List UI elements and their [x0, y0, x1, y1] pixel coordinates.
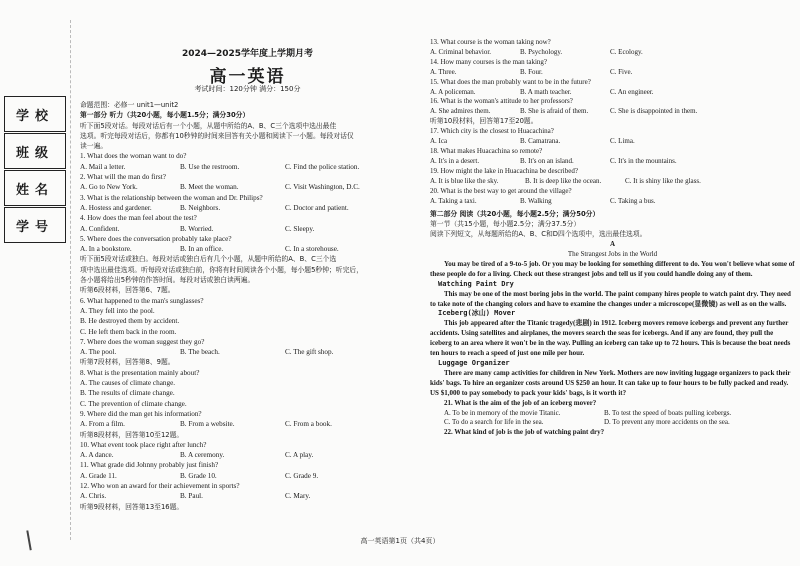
- option-c: C. From a book.: [285, 420, 332, 429]
- question-options: [80, 450, 415, 460]
- school-field-label: 学校: [4, 96, 66, 132]
- sec2-instr-line: 听下面5段对话或独白。每段对话或独白后有几个小题，从题中所给的A、B、C三个选: [80, 255, 337, 264]
- material-note: 听第6段材料，回答第6、7题。: [80, 286, 175, 295]
- option-b: B. She is afraid of them.: [520, 107, 589, 116]
- job-heading: Luggage Organizer: [438, 359, 510, 367]
- right-column: [430, 38, 795, 438]
- option-a: A. Hostess and gardener.: [80, 203, 152, 212]
- material-note: 听第7段材料，回答第8、9题。: [80, 358, 175, 367]
- option-c: C. The prevention of climate change.: [80, 399, 187, 408]
- option-a: A. They fell into the pool.: [80, 306, 155, 315]
- option-c: C. A play.: [285, 451, 314, 460]
- question-stem: 1. What does the woman want to do?: [80, 152, 187, 161]
- binding-info-box: [4, 96, 66, 244]
- question-options: [80, 162, 415, 172]
- part2-heading: 第二部分 阅读（共20小题，每小题2.5分；满分50分）: [430, 210, 600, 219]
- subject-title: 高一英语: [209, 67, 286, 87]
- question-stem: 5. Where does the conversation probably take place?: [80, 234, 232, 243]
- name-field-label: 姓名: [4, 170, 66, 206]
- question-stem: 21. What is the aim of the job of an iceberg mover?: [444, 398, 597, 407]
- option-b: B. Four.: [520, 67, 543, 76]
- option-c: C. Sleepy.: [285, 224, 315, 233]
- option-c: C. An engineer.: [610, 87, 654, 96]
- job-heading: Watching Paint Dry: [438, 279, 514, 288]
- option-a: A. A policeman.: [430, 87, 476, 96]
- option-c: C. Lima.: [610, 137, 635, 146]
- passage-letter: A: [609, 240, 616, 249]
- part2-instructions: 阅读下列短文，从每题所给的A、B、C和D四个选项中，选出最佳选项。: [430, 230, 647, 239]
- class-field-label: 班级: [4, 133, 66, 169]
- sec1-instr-line: 选项。听完每段对话后，你都有10秒钟的时间来回答有关小题和阅读下一小题。每段对话仅: [80, 131, 354, 140]
- binding-dashed-line: [70, 20, 71, 540]
- question-stem: 4. How does the man feel about the test?: [80, 214, 197, 223]
- option-b: B. He destroyed them by accident.: [80, 317, 180, 326]
- question-stem: 16. What is the woman's attitude to her professors?: [430, 97, 573, 106]
- option-a: A. Taking a taxi.: [430, 196, 477, 205]
- question-stem: 7. Where does the woman suggest they go?: [80, 337, 205, 346]
- option-a: A. Criminal behavior.: [430, 47, 492, 56]
- option-a: A. To be in memory of the movie Titanic.: [444, 408, 561, 417]
- question-options: [80, 419, 415, 429]
- option-c: C. She is disappointed in them.: [610, 107, 698, 116]
- question-options: [80, 203, 415, 213]
- question-options: [430, 197, 795, 207]
- exam-meta: 考试时间：120分钟 满分：150分: [194, 85, 301, 93]
- passage-title: The Strangest Jobs in the World: [567, 250, 658, 259]
- option-b: B. From a website.: [180, 420, 235, 429]
- page-footer: 高一英语第1页（共4页）: [360, 537, 440, 545]
- option-a: A. The causes of climate change.: [80, 379, 176, 388]
- left-column: [80, 100, 415, 512]
- option-b: B. Neighbors.: [180, 203, 221, 212]
- option-c: C. Find the police station.: [285, 162, 360, 171]
- option-a: A. Confident.: [80, 224, 120, 233]
- question-options: [80, 471, 415, 481]
- option-c: C. Visit Washington, D.C.: [285, 183, 360, 192]
- question-stem: 12. Who won an award for their achievement in sports?: [80, 481, 240, 490]
- passage-paragraph: There are many camp activities for children in New York. Mothers are now inviting luggage organizers to pack their kids' bags. To hire an organizer costs around US $250 an hour. It can take up to four hours to be fully packed and ready. US $1,000 to pay somebody to pack your kids' bags, is it worth it?: [430, 368, 791, 397]
- option-a: A. Grade 11.: [80, 471, 117, 480]
- option-b: B. Worried.: [180, 224, 214, 233]
- scope: 命题范围：必修一 unit1—unit2: [80, 101, 179, 109]
- option-a: A. Three.: [430, 67, 457, 76]
- option-a: A. The pool.: [80, 348, 117, 357]
- option-b: B. A math teacher.: [520, 87, 572, 96]
- option-b: B. Psychology.: [520, 47, 563, 56]
- option-b: B. Grade 10.: [180, 471, 217, 480]
- question-options: [80, 224, 415, 234]
- question-stem: 10. What event took place right after lunch?: [80, 440, 207, 449]
- option-b: B. The beach.: [180, 348, 220, 357]
- question-stem: 14. How many courses is the man taking?: [430, 57, 548, 66]
- option-b: B. Paul.: [180, 492, 203, 501]
- question-stem: 8. What is the presentation mainly about?: [80, 368, 200, 377]
- option-b: B. To test the speed of boats pulling icebergs.: [604, 408, 732, 417]
- sec1-instr-line: 读一遍。: [80, 142, 108, 151]
- exam-title: 2024—2025学年度上学期月考: [181, 49, 314, 59]
- option-b: B. Meet the woman.: [180, 183, 239, 192]
- option-c: C. Mary.: [285, 492, 311, 501]
- job-heading: Iceberg(冰山) Mover: [438, 309, 516, 318]
- option-b: B. A ceremony.: [180, 451, 225, 460]
- option-c: C. In a storehouse.: [285, 245, 339, 254]
- option-c: C. To do a search for life in the sea.: [444, 418, 544, 427]
- option-c: C. It is shiny like the glass.: [625, 176, 701, 185]
- question-stem: 19. How might the lake in Huacachina be described?: [430, 166, 578, 175]
- option-b: B. The results of climate change.: [80, 389, 175, 398]
- option-b: B. Camatrana.: [520, 137, 561, 146]
- sec2-instr-line: 各小题将给出5秒钟的作答时间。每段对话或独白读两遍。: [80, 276, 255, 285]
- question-options: [80, 491, 415, 501]
- part2-section1: 第一节（共15小题，每小题2.5分；满分37.5分）: [430, 220, 581, 229]
- material-note: 听第10段材料，回答第17至20题。: [430, 117, 538, 126]
- option-a: A. She admires them.: [430, 107, 491, 116]
- sec1-instr-line: 听下面5段对话。每段对话后有一个小题，从题中所给的A、B、C三个选项中选出最佳: [80, 121, 337, 130]
- question-options: [430, 107, 795, 117]
- option-b: B. Use the restroom.: [180, 162, 240, 171]
- option-b: B. In an office.: [180, 245, 224, 254]
- question-stem: 13. What course is the woman taking now?: [430, 38, 551, 46]
- passage-paragraph: This job appeared after the Titanic tragedy(悲剧) in 1912. Iceberg movers remove icebergs and prevent any further accidents. Using satellites and airplanes, the movers search the seas for icebergs. And if any are found, they pull the iceberg to an area where it won't be in the way. Pulling an iceberg can take up to 72 hours. This is because the boat needs ten hours to reach a speed of just one mile per hour.: [430, 319, 791, 358]
- question-options: [430, 177, 795, 187]
- question-stem: 17. Which city is the closest to Huacachina?: [430, 127, 554, 136]
- option-a: A. It is blue like the sky.: [430, 176, 499, 185]
- option-a: A. Mail a letter.: [80, 162, 126, 171]
- question-stem: 18. What makes Huacachina so remote?: [430, 146, 543, 155]
- question-options: [80, 182, 415, 192]
- option-a: A. From a film.: [80, 420, 125, 429]
- option-b: B. It is deep like the ocean.: [525, 176, 602, 185]
- option-d: D. To prevent any more accidents on the sea.: [604, 418, 730, 427]
- option-a: A. Go to New York.: [80, 183, 138, 192]
- option-c: C. It's in the mountains.: [610, 156, 677, 165]
- option-a: A. Chris.: [80, 492, 107, 501]
- option-c: C. He left them back in the room.: [80, 327, 177, 336]
- question-stem: 3. What is the relationship between the woman and Dr. Philips?: [80, 193, 263, 202]
- question-stem: 11. What grade did Johnny probably just finish?: [80, 461, 219, 470]
- question-stem: 6. What happened to the man's sunglasses?: [80, 296, 204, 305]
- question-options: [430, 409, 795, 419]
- material-note: 听第8段材料，回答第10至12题。: [80, 430, 184, 439]
- option-c: C. Doctor and patient.: [285, 203, 349, 212]
- option-c: C. Ecology.: [610, 47, 643, 56]
- option-a: A. In a bookstore.: [80, 245, 132, 254]
- question-options: [430, 157, 795, 167]
- student-id-field-label: 学号: [4, 207, 66, 243]
- option-a: A. Ica: [430, 137, 448, 146]
- option-b: B. Walking: [520, 196, 552, 205]
- question-options: [430, 137, 795, 147]
- sec2-instr-line: 项中选出最佳选项。听每段对话或独白前，你将有时间阅读各个小题，每小题5秒钟；听完后，: [80, 265, 363, 274]
- material-note: 听第9段材料，回答第13至16题。: [80, 502, 184, 511]
- option-c: C. Grade 9.: [285, 471, 319, 480]
- question-options: [430, 68, 795, 78]
- option-c: C. Five.: [610, 67, 633, 76]
- question-stem: 22. What kind of job is the job of watching paint dry?: [444, 428, 605, 437]
- question-options: [430, 418, 795, 428]
- question-stem: 15. What does the man probably want to be in the future?: [430, 77, 591, 86]
- question-stem: 2. What will the man do first?: [80, 173, 166, 182]
- question-options: [430, 48, 795, 58]
- question-options: [80, 244, 415, 254]
- option-a: A. A dance.: [80, 451, 114, 460]
- passage-paragraph: You may be tired of a 9-to-5 job. Or you may be looking for something different to do. You won't believe what some of these people do for a living. Check out these strangest jobs and tell us if you could handle doing any of them.: [430, 259, 795, 278]
- passage-paragraph: This may be one of the most boring jobs in the world. The paint company hires people to watch paint dry. They need to take note of the changing colors and have to examine the changes under a microscope(显微镜) as well as on the walls.: [430, 289, 791, 308]
- option-a: A. It's in a desert.: [430, 156, 480, 165]
- question-stem: 20. What is the best way to get around the village?: [430, 186, 572, 195]
- question-stem: 9. Where did the man get his information?: [80, 409, 202, 418]
- option-b: B. It's on an island.: [520, 156, 574, 165]
- part1-heading: 第一部分 听力（共20小题，每小题1.5分；满分30分）: [80, 111, 250, 120]
- question-options: [80, 347, 415, 357]
- question-options: [430, 88, 795, 98]
- option-c: C. The gift shop.: [285, 348, 334, 357]
- option-c: C. Taking a bus.: [610, 196, 656, 205]
